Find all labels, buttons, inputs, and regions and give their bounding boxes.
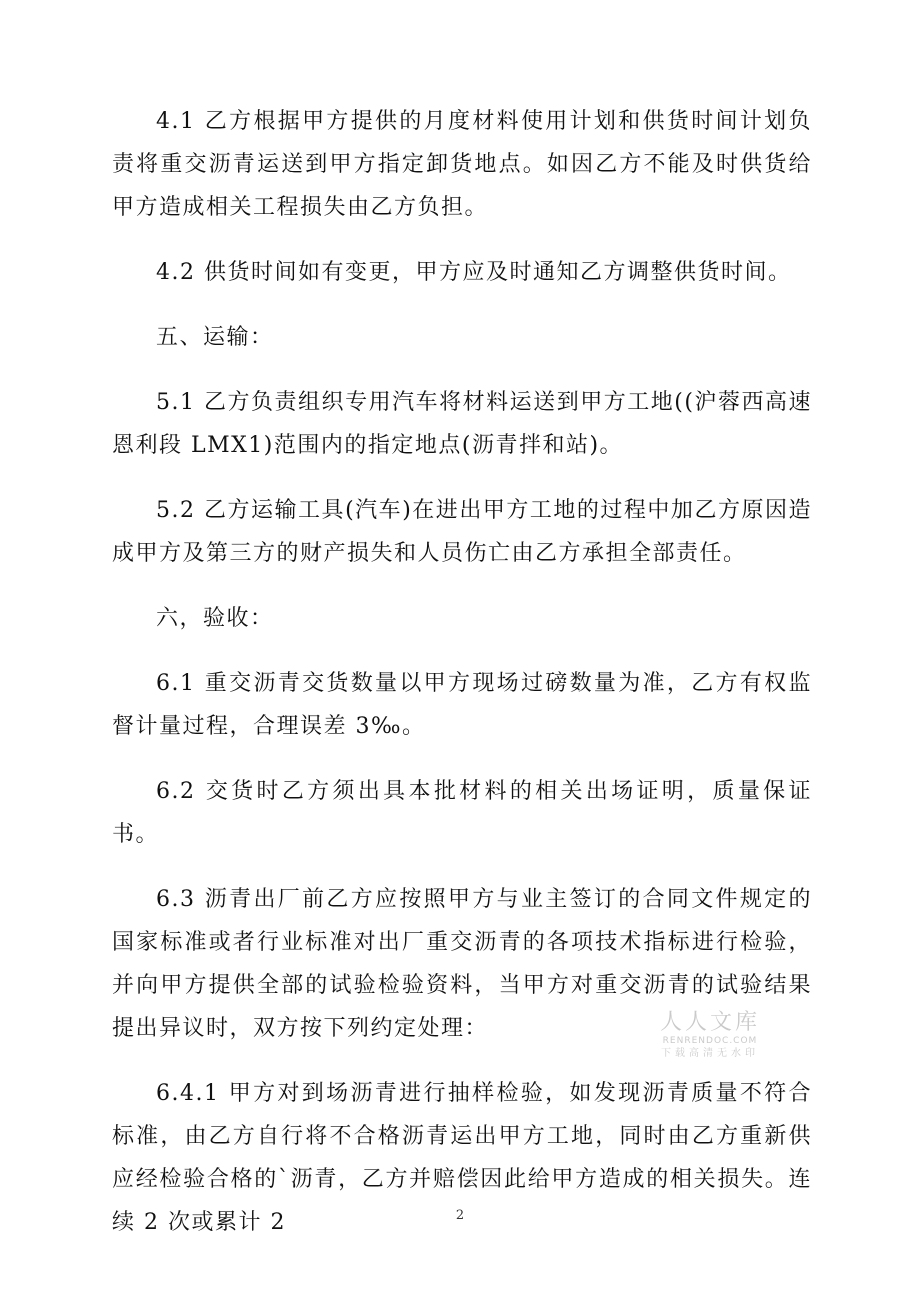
page-number: 2 (455, 1208, 465, 1223)
clause-5-1: 5.1 乙方负责组织专用汽车将材料运送到甲方工地((沪蓉西高速恩利段 LMX1)范围内的指定地点(沥青拌和站)。 (112, 390, 812, 458)
document-body (112, 100, 812, 1266)
clause-6-3: 6.3 沥青出厂前乙方应按照甲方与业主签订的合同文件规定的国家标准或者行业标准对出厂重交沥青的各项技术指标进行检验，并向甲方提供全部的试验检验资料，当甲方对重交沥青的试验结果提出异议时，双方按下列约定处理： (112, 887, 812, 1041)
clause-4-2: 4.2 供货时间如有变更，甲方应及时通知乙方调整供货时间。 (156, 260, 792, 285)
clause-4-1: 4.1 乙方根据甲方提供的月度材料使用计划和供货时间计划负责将重交沥青运送到甲方指定卸货地点。如因乙方不能及时供货给甲方造成相关工程损失由乙方负担。 (112, 109, 812, 220)
watermark-sub-text: RENRENDOC.COM (662, 1036, 758, 1046)
clause-6-1: 6.1 重交沥青交货数量以甲方现场过磅数量为准，乙方有权监督计量过程，合理误差 3‰。 (112, 671, 812, 739)
clause-6-2: 6.2 交货时乙方须出具本批材料的相关出场证明，质量保证书。 (112, 779, 812, 847)
clause-5-2: 5.2 乙方运输工具(汽车)在进出甲方工地的过程中加乙方原因造成甲方及第三方的财产损失和人员伤亡由乙方承担全部责任。 (112, 498, 812, 566)
section-heading-transport: 五、运输： (156, 325, 274, 350)
watermark-main-text: 人人文库 (659, 1010, 760, 1035)
watermark-tag-text: 下载高清无水印 (661, 1048, 759, 1059)
clause-6-4-1: 6.4.1 甲方对到场沥青进行抽样检验，如发现沥青质量不符合标准，由乙方自行将不合格沥青运出甲方工地，同时由乙方重新供应经检验合格的`沥青，乙方并赔偿因此给甲方造成的相关损失。连续 2 次或累计 2 (112, 1081, 812, 1235)
section-heading-acceptance: 六，验收： (156, 606, 274, 631)
